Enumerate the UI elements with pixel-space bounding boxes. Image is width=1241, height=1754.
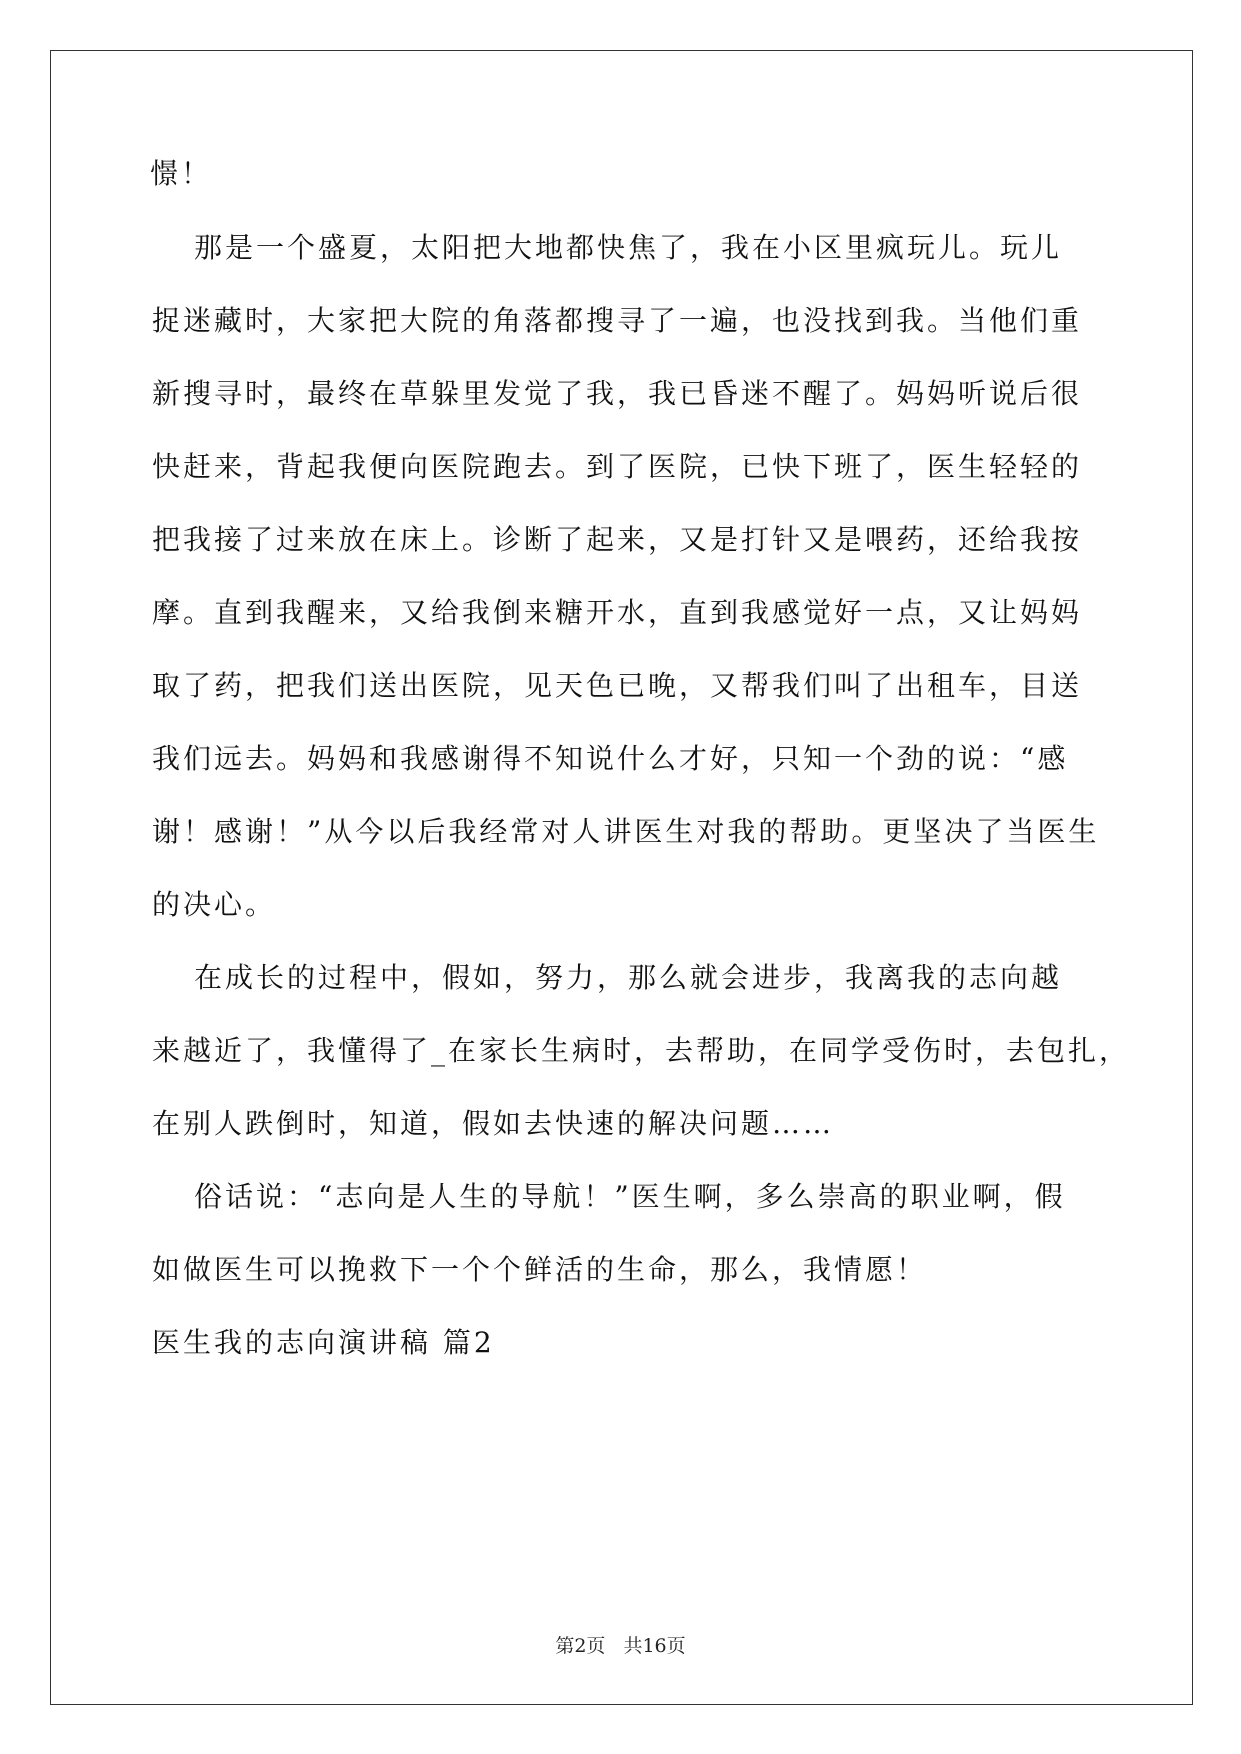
text-line: 憬！ [150,157,213,190]
text-line: 捉迷藏时，大家把大院的角落都搜寻了一遍，也没找到我。当他们重 [152,304,1083,337]
text-line: 谢！感谢！”从今以后我经常对人讲医生对我的帮助。更坚决了当医生 [152,815,1100,848]
text-line: 我们远去。妈妈和我感谢得不知说什么才好，只知一个劲的说：“感 [152,742,1069,775]
text-line: 把我接了过来放在床上。诊断了起来，又是打针又是喂药，还给我按 [152,523,1083,556]
text-line: 摩。直到我醒来，又给我倒来糖开水，直到我感觉好一点，又让妈妈 [152,596,1083,629]
paragraph-start-line: 那是一个盛夏，太阳把大地都快焦了，我在小区里疯玩儿。玩儿 [194,231,1063,264]
text-line: 快赶来，背起我便向医院跑去。到了医院，已快下班了，医生轻轻的 [152,450,1083,483]
text-line: 来越近了，我懂得了_在家长生病时，去帮助，在同学受伤时，去包扎， [152,1034,1131,1067]
page-number: 第2页 [555,1635,606,1657]
text-line: 在别人跌倒时，知道，假如去快速的解决问题…… [152,1107,835,1140]
text-line: 新搜寻时，最终在草躲里发觉了我，我已昏迷不醒了。妈妈听说后很 [152,377,1083,410]
page-border [50,50,1193,1705]
page-total: 共16页 [623,1635,686,1657]
text-line: 取了药，把我们送出医院，见天色已晚，又帮我们叫了出租车，目送 [152,669,1083,702]
paragraph-start-line: 在成长的过程中，假如，努力，那么就会进步，我离我的志向越 [194,961,1063,994]
paragraph-start-line: 俗话说：“志向是人生的导航！”医生啊，多么崇高的职业啊，假 [194,1180,1066,1213]
text-line: 如做医生可以挽救下一个个鲜活的生命，那么，我情愿！ [152,1253,928,1286]
text-line: 的决心。 [152,888,277,921]
page-footer [0,1634,1241,1658]
section-heading: 医生我的志向演讲稿 篇2 [152,1326,495,1359]
